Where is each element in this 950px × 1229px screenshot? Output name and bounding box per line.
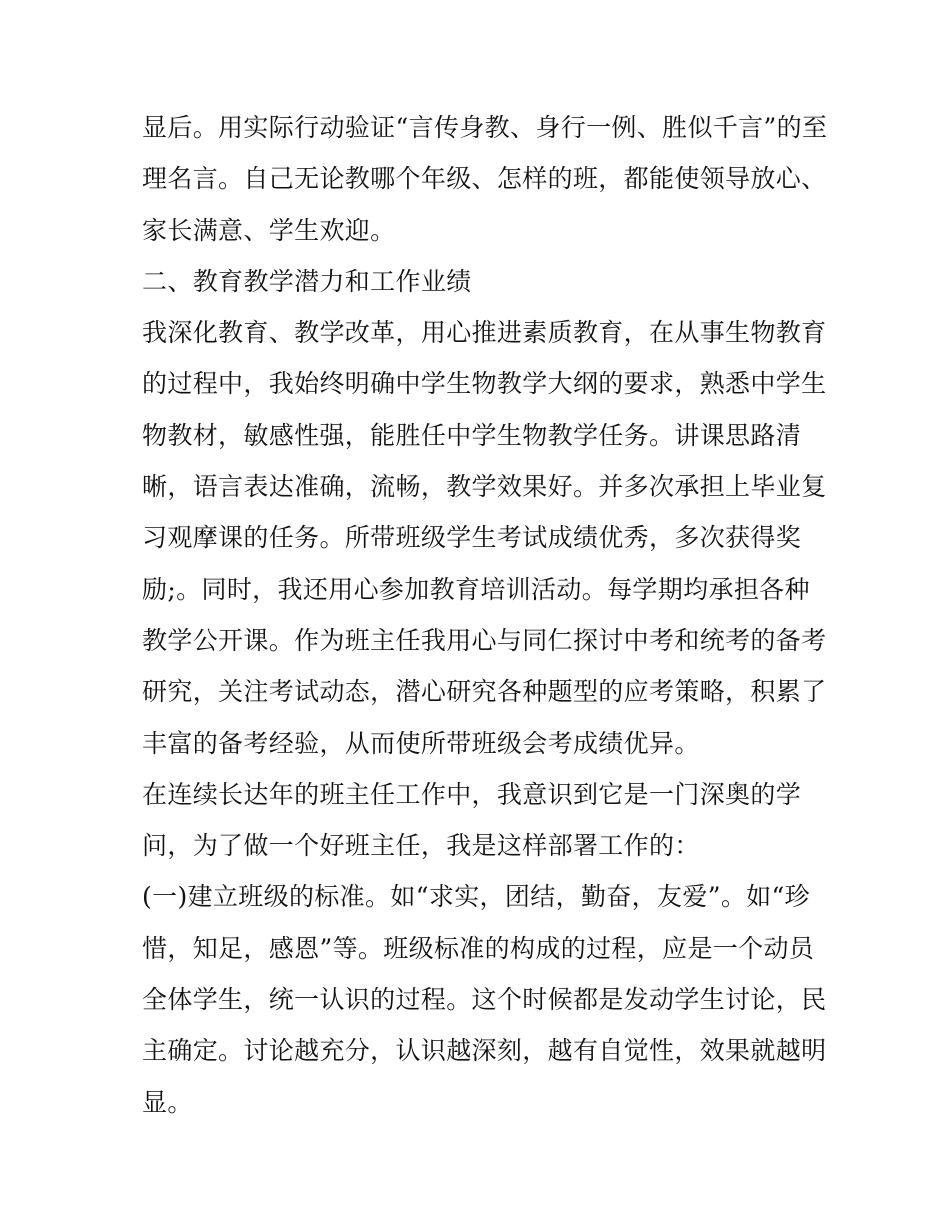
text-line-14: 在连续长达年的班主任工作中，我意识到它是一门深奥的学 [142, 779, 802, 809]
section-heading: 二、教育教学潜力和工作业绩 [142, 266, 472, 296]
text-line-13: 丰富的备考经验，从而使所带班级会考成绩优异。 [142, 728, 700, 758]
text-line-8: 晰，语言表达准确，流畅，教学效果好。并多次承担上毕业复 [142, 472, 827, 502]
text-line-19: 主确定。讨论越充分，认识越深刻，越有自觉性，效果就越明 [142, 1036, 827, 1066]
text-line-7: 物教材，敏感性强，能胜任中学生物教学任务。讲课思路清 [142, 420, 802, 450]
text-line-20: 显。 [142, 1087, 193, 1117]
text-line-2: 理名言。自己无论教哪个年级、怎样的班，都能使领导放心、 [142, 164, 827, 194]
text-line-3: 家长满意、学生欢迎。 [142, 215, 396, 245]
text-line-11: 教学公开课。作为班主任我用心与同仁探讨中考和统考的备考 [142, 625, 827, 655]
text-line-5: 我深化教育、教学改革，用心推进素质教育，在从事生物教育 [142, 318, 827, 348]
text-line-9: 习观摩课的任务。所带班级学生考试成绩优秀，多次获得奖 [142, 523, 802, 553]
text-line-15: 问，为了做一个好班主任，我是这样部署工作的： [142, 831, 700, 861]
text-line-17: 惜，知足，感恩”等。班级标准的构成的过程，应是一个动员 [142, 933, 815, 963]
text-line-12: 研究，关注考试动态，潜心研究各种题型的应考策略，积累了 [142, 677, 827, 707]
text-line-10: 励;。同时，我还用心参加教育培训活动。每学期均承担各种 [142, 574, 810, 604]
text-line-18: 全体学生，统一认识的过程。这个时候都是发动学生讨论，民 [142, 985, 827, 1015]
text-line-6: 的过程中，我始终明确中学生物教学大纲的要求，熟悉中学生 [142, 369, 827, 399]
text-line-16: (一)建立班级的标准。如“求实，团结，勤奋，友爱”。如“珍 [142, 882, 811, 912]
text-line-1: 显后。用实际行动验证“言传身教、身行一例、胜似千言”的至 [142, 113, 828, 142]
document-body [142, 102, 828, 1128]
